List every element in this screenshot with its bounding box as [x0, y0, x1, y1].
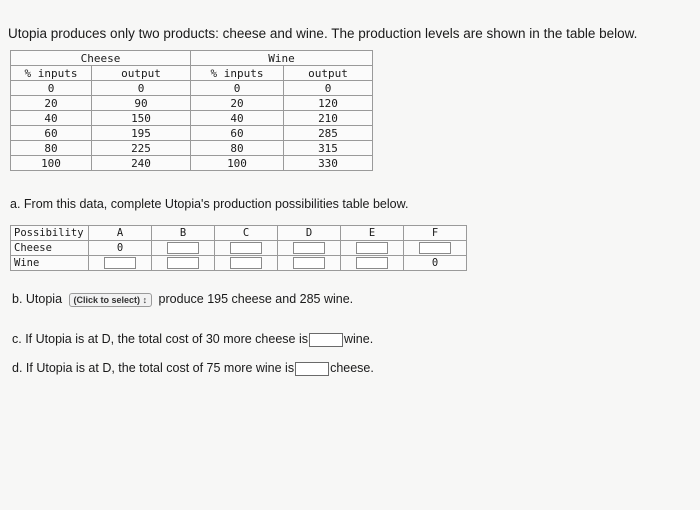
- table-cell: 225: [92, 141, 191, 156]
- table-cell: 330: [284, 156, 373, 171]
- row-label-cheese: Cheese: [11, 241, 89, 256]
- table-cell: 0: [191, 81, 284, 96]
- wine-d-cell: [278, 256, 341, 271]
- table-cell: 315: [284, 141, 373, 156]
- wine-f-value: 0: [404, 256, 467, 271]
- part-b-prefix: b. Utopia: [12, 292, 63, 306]
- can-cannot-select[interactable]: [69, 293, 153, 307]
- part-d-prompt: [12, 361, 374, 376]
- wine-c-cell: [215, 256, 278, 271]
- part-d-suffix: cheese.: [330, 361, 374, 375]
- production-table: [10, 50, 373, 171]
- cheese-b-cell: [152, 241, 215, 256]
- cheese-b-input[interactable]: [167, 242, 199, 254]
- table-row: [11, 111, 373, 126]
- table-cell: 60: [11, 126, 92, 141]
- part-c-suffix: wine.: [343, 332, 374, 346]
- cheese-e-input[interactable]: [356, 242, 388, 254]
- select-label: (Click to select): [73, 294, 141, 305]
- wine-c-input[interactable]: [230, 257, 262, 269]
- wine-d-input[interactable]: [293, 257, 325, 269]
- possibilities-table: [10, 225, 467, 271]
- table-cell: 100: [11, 156, 92, 171]
- column-header: % inputs: [191, 66, 284, 81]
- question-intro: Utopia produces only two products: cheese and wine. The production levels are shown in the table below.: [8, 26, 638, 41]
- table-cell: 40: [191, 111, 284, 126]
- table-cell: 210: [284, 111, 373, 126]
- table-cell: 120: [284, 96, 373, 111]
- column-header-f: F: [404, 226, 467, 241]
- part-a-prompt: a. From this data, complete Utopia's production possibilities table below.: [10, 197, 409, 211]
- table-cell: 90: [92, 96, 191, 111]
- table-cell: 150: [92, 111, 191, 126]
- table-cell: 240: [92, 156, 191, 171]
- wine-e-input[interactable]: [356, 257, 388, 269]
- table-cell: 40: [11, 111, 92, 126]
- column-header-e: E: [341, 226, 404, 241]
- cheese-e-cell: [341, 241, 404, 256]
- column-header: % inputs: [11, 66, 92, 81]
- cheese-f-input[interactable]: [419, 242, 451, 254]
- wine-row: [11, 256, 467, 271]
- cheese-group-header: Cheese: [11, 51, 191, 66]
- part-c-answer-input[interactable]: [309, 333, 343, 347]
- cheese-a-value: 0: [89, 241, 152, 256]
- wine-e-cell: [341, 256, 404, 271]
- table-cell: 20: [191, 96, 284, 111]
- cheese-row: [11, 241, 467, 256]
- table-row: [11, 96, 373, 111]
- possibility-header: Possibility: [11, 226, 89, 241]
- part-d-prefix: d. If Utopia is at D, the total cost of 75 more wine is: [12, 361, 295, 375]
- table-cell: 0: [92, 81, 191, 96]
- cheese-d-cell: [278, 241, 341, 256]
- column-header: output: [92, 66, 191, 81]
- part-b-suffix: produce 195 cheese and 285 wine.: [158, 292, 354, 306]
- cheese-c-cell: [215, 241, 278, 256]
- table-cell: 100: [191, 156, 284, 171]
- table-row: [11, 156, 373, 171]
- column-header: output: [284, 66, 373, 81]
- part-b-prompt: [12, 292, 353, 307]
- column-header-b: B: [152, 226, 215, 241]
- column-header-a: A: [89, 226, 152, 241]
- cheese-d-input[interactable]: [293, 242, 325, 254]
- table-cell: 60: [191, 126, 284, 141]
- table-cell: 20: [11, 96, 92, 111]
- part-c-prefix: c. If Utopia is at D, the total cost of 30 more cheese is: [12, 332, 308, 346]
- wine-a-input[interactable]: [104, 257, 136, 269]
- column-header-d: D: [278, 226, 341, 241]
- table-cell: 80: [191, 141, 284, 156]
- table-row: [11, 141, 373, 156]
- part-d-answer-input[interactable]: [295, 362, 329, 376]
- wine-b-input[interactable]: [167, 257, 199, 269]
- table-cell: 285: [284, 126, 373, 141]
- wine-a-cell: [89, 256, 152, 271]
- table-cell: 195: [92, 126, 191, 141]
- part-c-prompt: [12, 332, 373, 347]
- wine-group-header: Wine: [191, 51, 373, 66]
- table-row: [11, 126, 373, 141]
- column-header-c: C: [215, 226, 278, 241]
- table-cell: 80: [11, 141, 92, 156]
- table-row: [11, 81, 373, 96]
- table-cell: 0: [11, 81, 92, 96]
- select-arrows-icon: ↕: [142, 294, 148, 305]
- row-label-wine: Wine: [11, 256, 89, 271]
- wine-b-cell: [152, 256, 215, 271]
- cheese-f-cell: [404, 241, 467, 256]
- cheese-c-input[interactable]: [230, 242, 262, 254]
- table-cell: 0: [284, 81, 373, 96]
